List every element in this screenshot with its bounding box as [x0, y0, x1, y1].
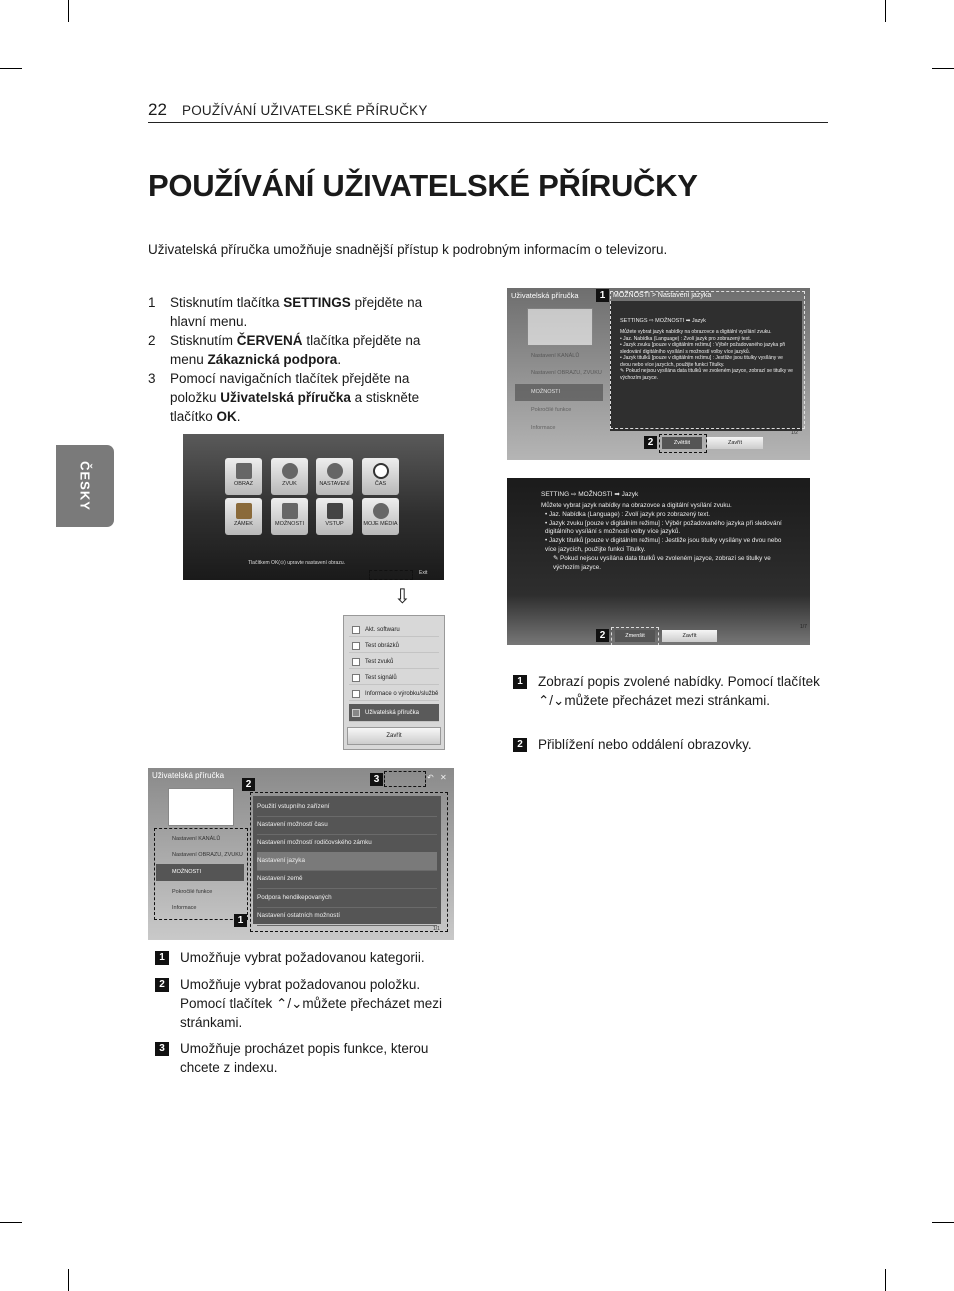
guide-item[interactable]: Nastavení ostatních možností — [257, 907, 437, 926]
tile-lock[interactable]: ZÁMEK — [225, 498, 262, 535]
page-number: 22 — [148, 100, 167, 119]
user-guide-zoomed-screenshot — [507, 478, 810, 645]
crop-mark — [885, 1269, 886, 1291]
close-button[interactable]: Zavřít — [662, 630, 717, 642]
menu-item[interactable]: Test obrázků — [349, 639, 439, 653]
tile-option[interactable]: MOŽNOSTI — [271, 498, 308, 535]
guide-item[interactable]: Podpora hendikepovaných — [257, 889, 437, 908]
category-highlight — [154, 828, 248, 920]
note-right-2: 2 Přiblížení nebo oddálení obrazovky. — [513, 735, 823, 754]
category-item[interactable]: Pokročilé funkce — [172, 889, 213, 895]
note-2: 2 Umožňuje vybrat požadovanou položku. Pomocí tlačítek ⌃/⌄můžete přecházet mezi stránkami. — [155, 975, 460, 1032]
page-indicator: 1/2 — [791, 430, 798, 436]
support-menu-screenshot — [343, 615, 445, 750]
tile-my-media[interactable]: MOJE MÉDIA — [362, 498, 399, 535]
red-button-highlight — [369, 570, 413, 580]
page-indicator: 1/1 — [433, 926, 440, 932]
item-highlight — [250, 792, 448, 932]
category-item[interactable]: Nastavení KANÁLŮ — [531, 353, 580, 359]
lock-icon — [236, 503, 252, 519]
menu-item[interactable]: Test zvuků — [349, 655, 439, 669]
callout-badge-1: 1 — [596, 289, 609, 302]
detail-breadcrumb: MOŽNOSTI > Nastavení jazyka — [613, 292, 712, 299]
category-item[interactable]: Informace — [531, 425, 556, 431]
guide-title: Uživatelská příručka — [511, 291, 579, 300]
guide-thumbnail — [527, 308, 593, 346]
media-icon — [373, 503, 389, 519]
detail-highlight — [610, 291, 805, 429]
crop-mark — [68, 0, 69, 22]
guide-item[interactable]: Nastavení možností rodičovského zámku — [257, 834, 437, 853]
guide-item-language[interactable]: Nastavení jazyka — [257, 852, 437, 871]
home-menu-screenshot — [183, 434, 444, 580]
guide-item[interactable]: Nastavení země — [257, 870, 437, 889]
detail-panel: SETTINGS ⇨ MOŽNOSTI ➡ Jazyk Můžete vybrat jazyk nabídky na obrazovce a digitální vysílání zvuku. • Jaz. Nabídka (Language) : Zvolí jazyk pro zobrazený text. • Jazyk zvuku [pouze v digitálním režimu] : Výběr požadovaného jazyka při sledování digitálního vysílání s možností volby více jazyků. • Jazyk titulků [pouze v digitálním režimu] : Jestliže jsou titulky vysílány ve dvou nebo více jazycích, použijte funkci Titulky. ✎ Pokud nejsou vysílána data titulků ve zvoleném jazyce, zobrazí se titulky ve výchozím jazyce. — [610, 301, 802, 431]
tile-input[interactable]: VSTUP — [316, 498, 353, 535]
intro-text: Uživatelská příručka umožňuje snadnější přístup k podrobným informacím o televizoru. — [148, 242, 668, 257]
input-icon — [327, 503, 343, 519]
menu-item[interactable]: Test signálů — [349, 671, 439, 685]
step-2: 2 Stisknutím ČERVENÁ tlačítka přejděte na menu Zákaznická podpora. — [148, 333, 421, 367]
steps-list — [148, 293, 448, 426]
page-indicator: 1/7 — [800, 624, 807, 630]
zoom-out-button[interactable]: Zmenšit — [615, 630, 655, 642]
crop-mark — [68, 1269, 69, 1291]
note-3: 3 Umožňuje procházet popis funkce, kterou chcete z indexu. — [155, 1039, 455, 1077]
detail-body: Můžete vybrat jazyk nabídky na obrazovce a digitální vysílání zvuku. • Jaz. Nabídka (Language) : Zvolí jazyk pro zobrazený text. • Jazyk zvuku [pouze v digitálním režimu] : Výběr požadovaného jazyka při sledování digitálního vysílání s možností volby více jazyků. • Jazyk titulků [pouze v digitálním režimu] : Jestliže jsou titulky vysílány ve dvou nebo více jazycích, použijte funkci Titulky. ✎ Pokud nejsou vysílána data titulků ve zvoleném jazyce, zobrazí se titulky ve výchozím jazyce. — [620, 329, 793, 381]
category-item[interactable]: Informace — [172, 905, 197, 911]
guide-thumbnail — [168, 788, 234, 826]
close-button[interactable]: Zavřít — [347, 727, 441, 745]
crop-mark — [932, 68, 954, 69]
language-tab-label: ČESKY — [77, 461, 93, 511]
category-item[interactable]: Nastavení OBRAZU, ZVUKU — [172, 852, 243, 858]
tv-icon — [236, 463, 252, 479]
guide-item[interactable]: Nastavení možností času — [257, 816, 437, 835]
menu-item-user-guide[interactable]: Uživatelská příručka — [349, 704, 439, 722]
running-title: POUŽÍVÁNÍ UŽIVATELSKÉ PŘÍRUČKY — [182, 103, 428, 118]
category-item[interactable]: Nastavení OBRAZU, ZVUKU — [531, 370, 602, 376]
page-title: POUŽÍVÁNÍ UŽIVATELSKÉ PŘÍRUČKY — [148, 168, 698, 203]
step-3: 3 Pomocí navigačních tlačítek přejděte na položku Uživatelská příručka a stiskněte tlačítko OK. — [148, 371, 420, 424]
ok-hint: Tlačítkem OK(⊙) upravte nastavení obrazu. — [248, 560, 346, 566]
user-guide-detail-screenshot — [507, 288, 810, 460]
user-guide-index-screenshot — [148, 768, 454, 940]
zoom-highlight — [611, 627, 659, 645]
note-right-1: 1 Zobrazí popis zvolené nabídky. Pomocí tlačítek ⌃/⌄můžete přecházet mezi stránkami. — [513, 672, 823, 710]
guide-item[interactable]: Použití vstupního zařízení — [257, 798, 437, 817]
category-item[interactable]: Nastavení KANÁLŮ — [172, 836, 221, 842]
category-item[interactable]: Pokročilé funkce — [531, 407, 572, 413]
guide-title: Uživatelská příručka — [152, 771, 225, 780]
menu-item[interactable]: Akt. softwaru — [349, 623, 439, 637]
callout-badge-2: 2 — [644, 436, 657, 449]
close-button[interactable]: Zavřít — [707, 437, 763, 449]
tile-setup[interactable]: NASTAVENÍ — [316, 458, 353, 495]
category-item-options[interactable]: MOŽNOSTI — [515, 384, 603, 401]
crop-mark — [0, 68, 22, 69]
menu-item[interactable]: Informace o výrobku/službě — [349, 687, 439, 701]
clock-icon — [373, 463, 389, 479]
callout-badge-3: 3 — [370, 773, 383, 786]
zoom-body: Můžete vybrat jazyk nabídky na obrazovce a digitální vysílání zvuku. • Jaz. Nabídka (Language) : Zvolí jazyk pro zobrazený text. • Jazyk zvuku [pouze v digitálním režimu] : Výběr požadovaného jazyka při sledování digitálního vysílání s možností volby více jazyků. • Jazyk titulků [pouze v digitálním režimu] : Jestliže jsou titulky vysílány ve dvou nebo více jazycích, použijte funkci Titulky. ✎ Pokud nejsou vysílána data titulků ve zvoleném jazyce, zobrazí se titulky ve výchozím jazyce. — [541, 502, 782, 571]
tile-time[interactable]: ČAS — [362, 458, 399, 495]
header-rule — [148, 122, 828, 123]
zoom-path: SETTING ⇨ MOŽNOSTI ➡ Jazyk — [541, 491, 639, 498]
callout-badge-1: 1 — [234, 914, 247, 927]
callout-badge-2: 2 — [242, 778, 255, 791]
close-icon[interactable]: ✕ — [440, 773, 447, 782]
exit-label[interactable]: Exit — [419, 570, 428, 576]
back-icon[interactable]: ↶ — [427, 773, 434, 782]
step-1: 1 Stisknutím tlačítka SETTINGS přejděte na hlavní menu. — [148, 295, 423, 329]
zoom-highlight — [659, 434, 707, 453]
arrow-down-icon: ⇩ — [394, 586, 411, 608]
tile-sound[interactable]: ZVUK — [271, 458, 308, 495]
speaker-icon — [282, 463, 298, 479]
crop-mark — [885, 0, 886, 22]
language-tab — [56, 445, 114, 527]
zoom-in-button[interactable]: Zvětšit — [662, 437, 702, 449]
crop-mark — [932, 1222, 954, 1223]
category-item-options[interactable]: MOŽNOSTI — [156, 864, 244, 881]
satellite-icon — [327, 463, 343, 479]
note-1: 1 Umožňuje vybrat požadovanou kategorii. — [155, 948, 455, 967]
toolbox-icon — [282, 503, 298, 519]
tile-picture[interactable]: OBRAZ — [225, 458, 262, 495]
callout-badge-2: 2 — [596, 629, 609, 642]
index-highlight — [384, 771, 426, 787]
crop-mark — [0, 1222, 22, 1223]
